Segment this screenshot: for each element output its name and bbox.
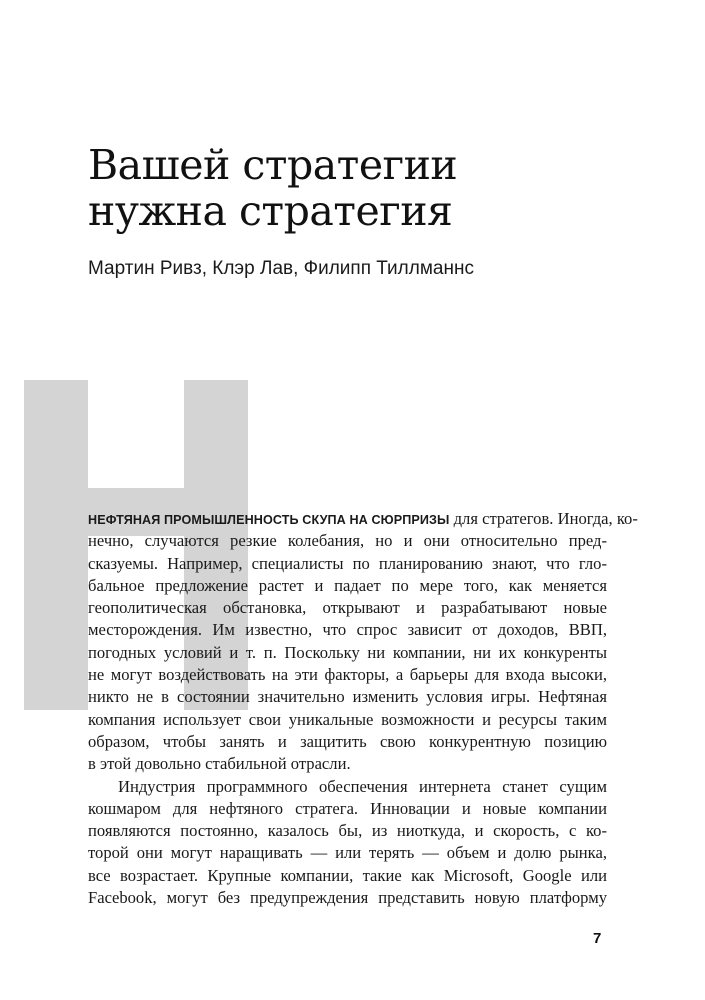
body-line-13: Индустрия программного обеспечения интернета станет сущим (118, 776, 607, 796)
body-line-16: торой они могут наращивать — или терять — объем и долю рынка, (88, 843, 607, 863)
drop-cap-left-stem (24, 380, 88, 710)
page-number: 7 (593, 930, 602, 947)
article-title (88, 142, 648, 234)
body-line-2: нечно, случаются резкие колебания, но и они относительно пред- (88, 531, 607, 551)
body-line-7: погодных условий и т. п. Поскольку ни компании, ни их конкуренты (88, 642, 607, 662)
body-line-8: не могут воздействовать на эти факторы, а барьеры для входа высоки, (88, 665, 607, 685)
body-line-6: месторождения. Им известно, что спрос зависит от доходов, ВВП, (88, 620, 607, 640)
title-line-1: Вашей стратегии (88, 141, 458, 189)
body-line-9: никто не в состоянии значительно изменить условия игры. Нефтяная (88, 687, 607, 707)
body-line-17: все возрастает. Крупные компании, такие как Microsoft, Google или (88, 865, 607, 885)
article-body (88, 508, 638, 909)
body-line-1 (88, 508, 638, 530)
body-line-3: сказуемы. Например, специалисты по планированию знают, что гло- (88, 553, 607, 573)
body-line-18: Facebook, могут без предупреждения представить новую платформу (88, 888, 607, 908)
title-line-2: нужна стратегия (88, 187, 453, 235)
body-line-14: кошмаром для нефтяного стратега. Инновации и новые компании (88, 798, 607, 818)
lead-in: НЕФТЯНАЯ ПРОМЫШЛЕННОСТЬ СКУПА НА СЮРПРИЗЫ (88, 513, 450, 527)
body-line-1-rest: для стратегов. Иногда, ко- (449, 509, 638, 528)
body-line-15: появляются постоянно, казалось бы, из ниоткуда, и скорость, с ко- (88, 821, 607, 841)
body-line-12: в этой довольно стабильной отрасли. (88, 754, 351, 774)
body-line-4: бальное предложение растет и падает по мере того, как меняется (88, 575, 607, 595)
article-authors: Мартин Ривз, Клэр Лав, Филипп Тиллманнс (88, 258, 474, 279)
body-line-5: геополитическая обстановка, открывают и разрабатывают новые (88, 598, 607, 618)
body-line-11: образом, чтобы занять и защитить свою конкурентную позицию (88, 731, 607, 751)
body-line-10: компания использует свои уникальные возможности и ресурсы таким (88, 709, 607, 729)
